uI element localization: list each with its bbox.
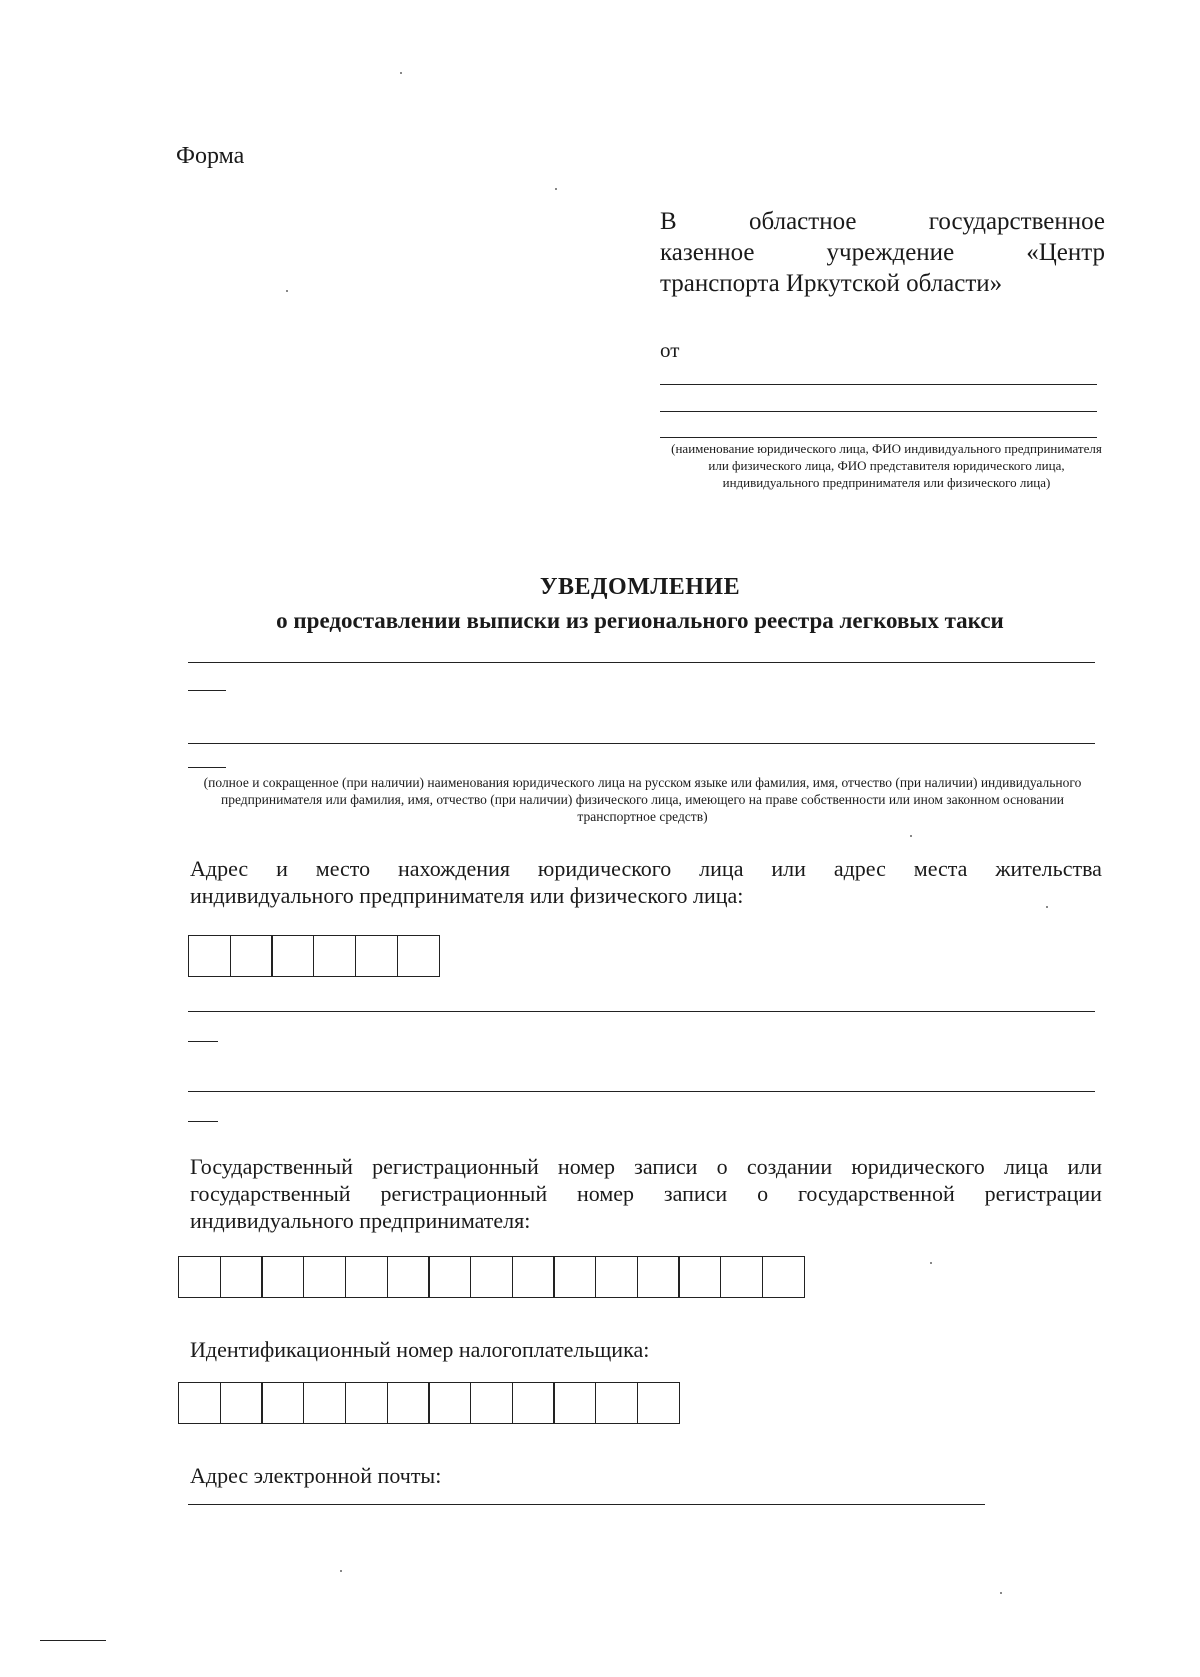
address-word: лица bbox=[699, 856, 744, 881]
scan-speck bbox=[930, 1262, 932, 1264]
scan-speck bbox=[555, 188, 557, 190]
inn-label: Идентификационный номер налогоплательщика: bbox=[190, 1337, 650, 1362]
ogrn-word: регистрационный bbox=[380, 1181, 548, 1206]
inn-cell[interactable] bbox=[637, 1382, 680, 1424]
ogrn-line-1 bbox=[190, 1153, 1102, 1180]
scan-speck bbox=[286, 290, 288, 292]
ogrn-word: о bbox=[757, 1181, 769, 1206]
scan-speck bbox=[1046, 906, 1048, 908]
scan-speck bbox=[1000, 1592, 1002, 1594]
postal-index-cell[interactable] bbox=[271, 935, 314, 977]
addressee-word: государственное bbox=[928, 208, 1105, 235]
address-line-fill-2-tail bbox=[188, 1121, 218, 1122]
address-word: нахождения bbox=[398, 856, 510, 881]
ogrn-word: записи bbox=[634, 1154, 698, 1179]
ogrn-cell[interactable] bbox=[470, 1256, 513, 1298]
ogrn-label bbox=[190, 1153, 1102, 1234]
postal-index-boxes bbox=[188, 935, 438, 977]
ogrn-cell[interactable] bbox=[387, 1256, 430, 1298]
from-line-3[interactable] bbox=[660, 437, 1097, 438]
postal-index-cell[interactable] bbox=[313, 935, 356, 977]
addressee-line-1 bbox=[660, 206, 1105, 237]
addressee-block bbox=[660, 206, 1105, 299]
name-line-1-tail bbox=[188, 690, 226, 691]
inn-cell[interactable] bbox=[512, 1382, 555, 1424]
form-label: Форма bbox=[176, 143, 245, 169]
scan-speck bbox=[340, 1570, 342, 1572]
addressee-word: казенное bbox=[660, 239, 755, 266]
address-line-1 bbox=[190, 855, 1102, 882]
ogrn-word: государственной bbox=[797, 1181, 955, 1206]
ogrn-cell[interactable] bbox=[553, 1256, 596, 1298]
inn-cell[interactable] bbox=[553, 1382, 596, 1424]
inn-cell[interactable] bbox=[178, 1382, 221, 1424]
ogrn-line-2 bbox=[190, 1180, 1102, 1207]
ogrn-word: юридического bbox=[851, 1154, 985, 1179]
inn-cell[interactable] bbox=[595, 1382, 638, 1424]
ogrn-word: о bbox=[716, 1154, 728, 1179]
ogrn-word: лица bbox=[1003, 1154, 1049, 1179]
name-hint: (полное и сокращенное (при наличии) наименования юридического лица на русском языке или фамилия, имя, отчество (при наличии) индивидуального предпринимателя или фамилия, имя, отчество (при наличии) физического лица, имеющего на праве собственности или ином законном основании транспортное средств) bbox=[203, 775, 1082, 824]
address-word: юридического bbox=[537, 856, 672, 881]
ogrn-cell[interactable] bbox=[345, 1256, 388, 1298]
address-line-fill-2[interactable] bbox=[188, 1091, 1095, 1092]
ogrn-cell[interactable] bbox=[261, 1256, 304, 1298]
ogrn-word: Государственный bbox=[190, 1154, 353, 1179]
ogrn-cell[interactable] bbox=[637, 1256, 680, 1298]
ogrn-line-3: индивидуального предпринимателя: bbox=[190, 1208, 531, 1233]
addressee-hint: (наименование юридического лица, ФИО индивидуального предпринимателя или физического лица, ФИО представителя юридического лица, индивидуального предпринимателя или физического лица) bbox=[671, 441, 1102, 490]
postal-index-cell[interactable] bbox=[397, 935, 440, 977]
inn-cell[interactable] bbox=[261, 1382, 304, 1424]
address-line-fill-1[interactable] bbox=[188, 1011, 1095, 1012]
address-word: жительства bbox=[995, 856, 1102, 881]
ogrn-cell[interactable] bbox=[595, 1256, 638, 1298]
ogrn-cell[interactable] bbox=[428, 1256, 471, 1298]
address-word: и bbox=[276, 856, 288, 881]
ogrn-cell[interactable] bbox=[720, 1256, 763, 1298]
address-line-2: индивидуального предпринимателя или физического лица: bbox=[190, 883, 744, 908]
name-line-2-tail bbox=[188, 767, 226, 768]
inn-boxes bbox=[178, 1382, 678, 1424]
inn-cell[interactable] bbox=[303, 1382, 346, 1424]
ogrn-word: номер bbox=[557, 1154, 615, 1179]
ogrn-word: государственный bbox=[190, 1181, 351, 1206]
ogrn-cell[interactable] bbox=[762, 1256, 805, 1298]
inn-cell[interactable] bbox=[220, 1382, 263, 1424]
name-line-2[interactable] bbox=[188, 743, 1095, 744]
email-label: Адрес электронной почты: bbox=[190, 1463, 442, 1488]
addressee-word: «Центр bbox=[1026, 239, 1105, 266]
addressee-line-2 bbox=[660, 237, 1105, 268]
address-word: адрес bbox=[833, 856, 886, 881]
addressee-line-3: транспорта Иркутской области» bbox=[660, 270, 1003, 297]
page-subtitle: о предоставлении выписки из регионального реестра легковых такси bbox=[276, 608, 1004, 633]
address-line-fill-1-tail bbox=[188, 1041, 218, 1042]
inn-cell[interactable] bbox=[345, 1382, 388, 1424]
page-title: УВЕДОМЛЕНИЕ bbox=[539, 574, 741, 600]
scan-speck bbox=[910, 835, 912, 837]
inn-cell[interactable] bbox=[387, 1382, 430, 1424]
ogrn-cell[interactable] bbox=[678, 1256, 721, 1298]
addressee-word: учреждение bbox=[826, 239, 955, 266]
name-line-1[interactable] bbox=[188, 662, 1095, 663]
ogrn-word: регистрации bbox=[984, 1181, 1102, 1206]
ogrn-word: создании bbox=[746, 1154, 833, 1179]
ogrn-word: записи bbox=[663, 1181, 728, 1206]
ogrn-cell[interactable] bbox=[512, 1256, 555, 1298]
inn-cell[interactable] bbox=[470, 1382, 513, 1424]
address-word: места bbox=[913, 856, 968, 881]
from-line-1[interactable] bbox=[660, 384, 1097, 385]
postal-index-cell[interactable] bbox=[355, 935, 398, 977]
ogrn-cell[interactable] bbox=[303, 1256, 346, 1298]
scan-speck bbox=[400, 72, 402, 74]
address-word: место bbox=[315, 856, 371, 881]
ogrn-cell[interactable] bbox=[220, 1256, 263, 1298]
addressee-word: областное bbox=[749, 208, 857, 235]
addressee-word: В bbox=[660, 208, 677, 235]
inn-cell[interactable] bbox=[428, 1382, 471, 1424]
scan-edge-mark bbox=[40, 1640, 106, 1641]
ogrn-word: или bbox=[1067, 1154, 1102, 1179]
email-line[interactable] bbox=[188, 1504, 985, 1505]
postal-index-cell[interactable] bbox=[188, 935, 231, 977]
address-label bbox=[190, 855, 1102, 909]
address-word: Адрес bbox=[190, 856, 249, 881]
address-word: или bbox=[771, 856, 806, 881]
ogrn-word: номер bbox=[576, 1181, 635, 1206]
from-line-2[interactable] bbox=[660, 411, 1097, 412]
from-label: от bbox=[660, 338, 680, 362]
ogrn-cell[interactable] bbox=[178, 1256, 221, 1298]
ogrn-word: регистрационный bbox=[372, 1154, 539, 1179]
ogrn-boxes bbox=[178, 1256, 804, 1298]
postal-index-cell[interactable] bbox=[230, 935, 273, 977]
